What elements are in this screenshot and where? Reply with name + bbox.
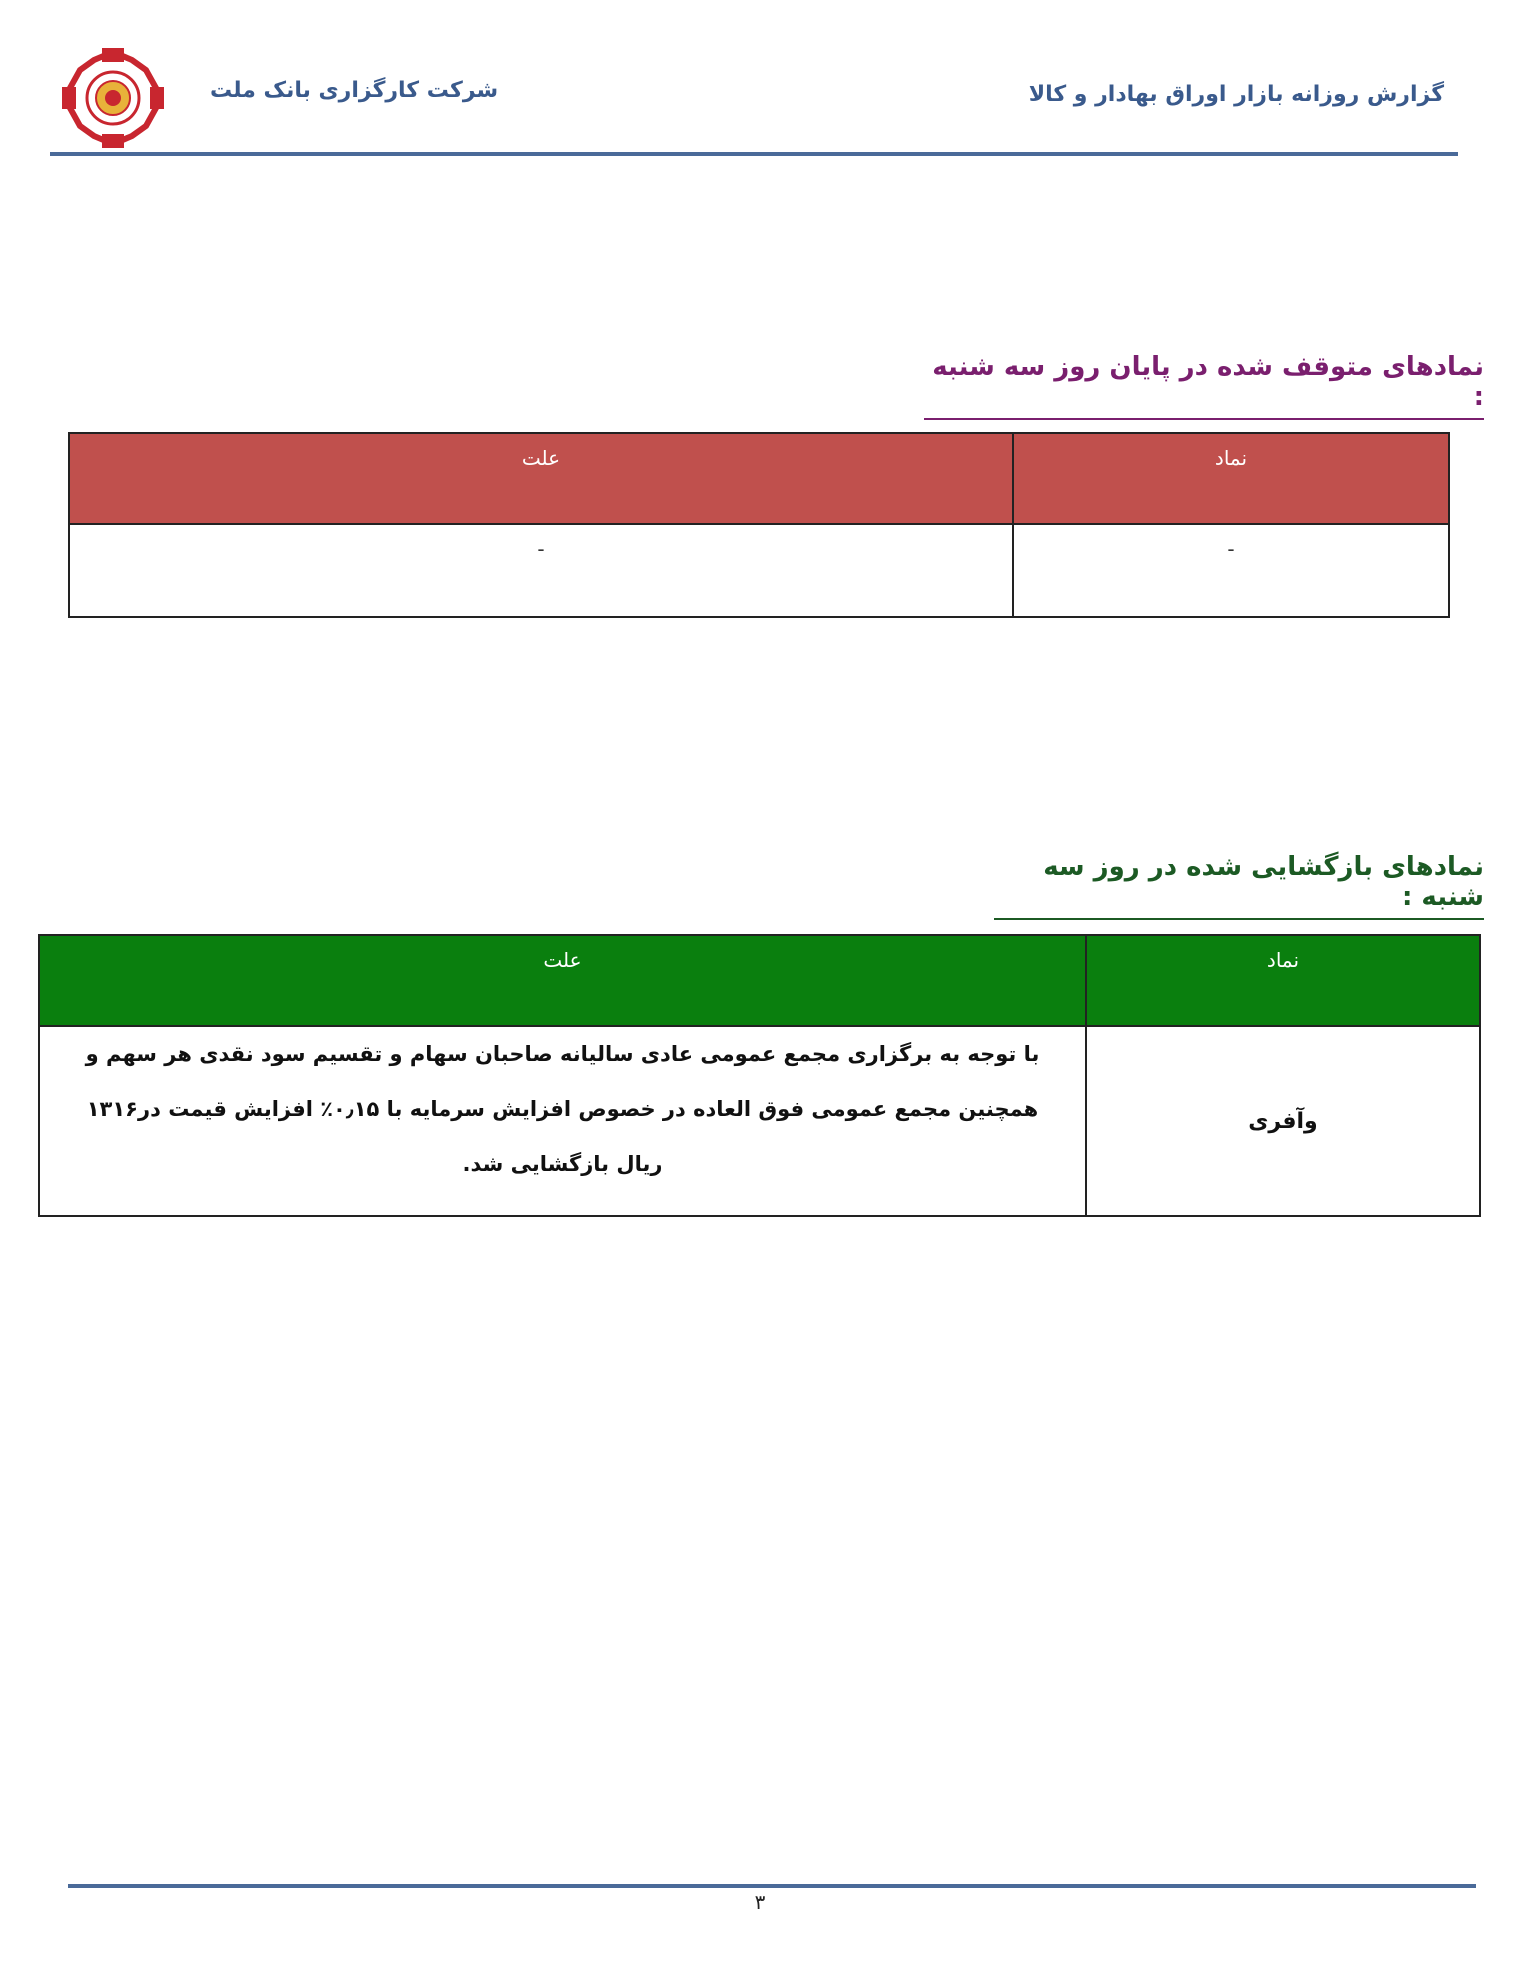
header-divider: [50, 152, 1458, 156]
reason-cell: -: [69, 524, 1013, 617]
column-header-reason: علت: [69, 433, 1013, 524]
table-row: [69, 524, 1449, 617]
bank-mellat-logo: [62, 48, 164, 148]
reopened-symbols-table: [38, 934, 1481, 1217]
table-header-row: [69, 433, 1449, 524]
reopened-symbols-title: نمادهای بازگشایی شده در روز سه شنبه :: [994, 852, 1484, 920]
reason-cell: با توجه به برگزاری مجمع عمومی عادی سالیانه صاحبان سهام و تقسیم سود نقدی هر سهم و همچنین مجمع عمومی فوق العاده در خصوص افزایش سرمایه با ۰٫۱۵٪ افزایش قیمت در۱۳۱۶ ریال بازگشایی شد.: [39, 1026, 1086, 1216]
stopped-symbols-table: [68, 432, 1450, 618]
report-title: گزارش روزانه بازار اوراق بهادار و کالا: [1028, 82, 1444, 107]
table-header-row: [39, 935, 1480, 1026]
footer-divider: [68, 1884, 1476, 1888]
column-header-symbol: نماد: [1086, 935, 1480, 1026]
symbol-cell: وآفری: [1086, 1026, 1480, 1216]
page-number: ۳: [754, 1890, 766, 1914]
table-row: [39, 1026, 1480, 1216]
column-header-symbol: نماد: [1013, 433, 1449, 524]
stopped-symbols-title: نمادهای متوقف شده در پایان روز سه شنبه :: [924, 352, 1484, 420]
symbol-cell: -: [1013, 524, 1449, 617]
company-name: شرکت کارگزاری بانک ملت: [210, 78, 499, 103]
column-header-reason: علت: [39, 935, 1086, 1026]
